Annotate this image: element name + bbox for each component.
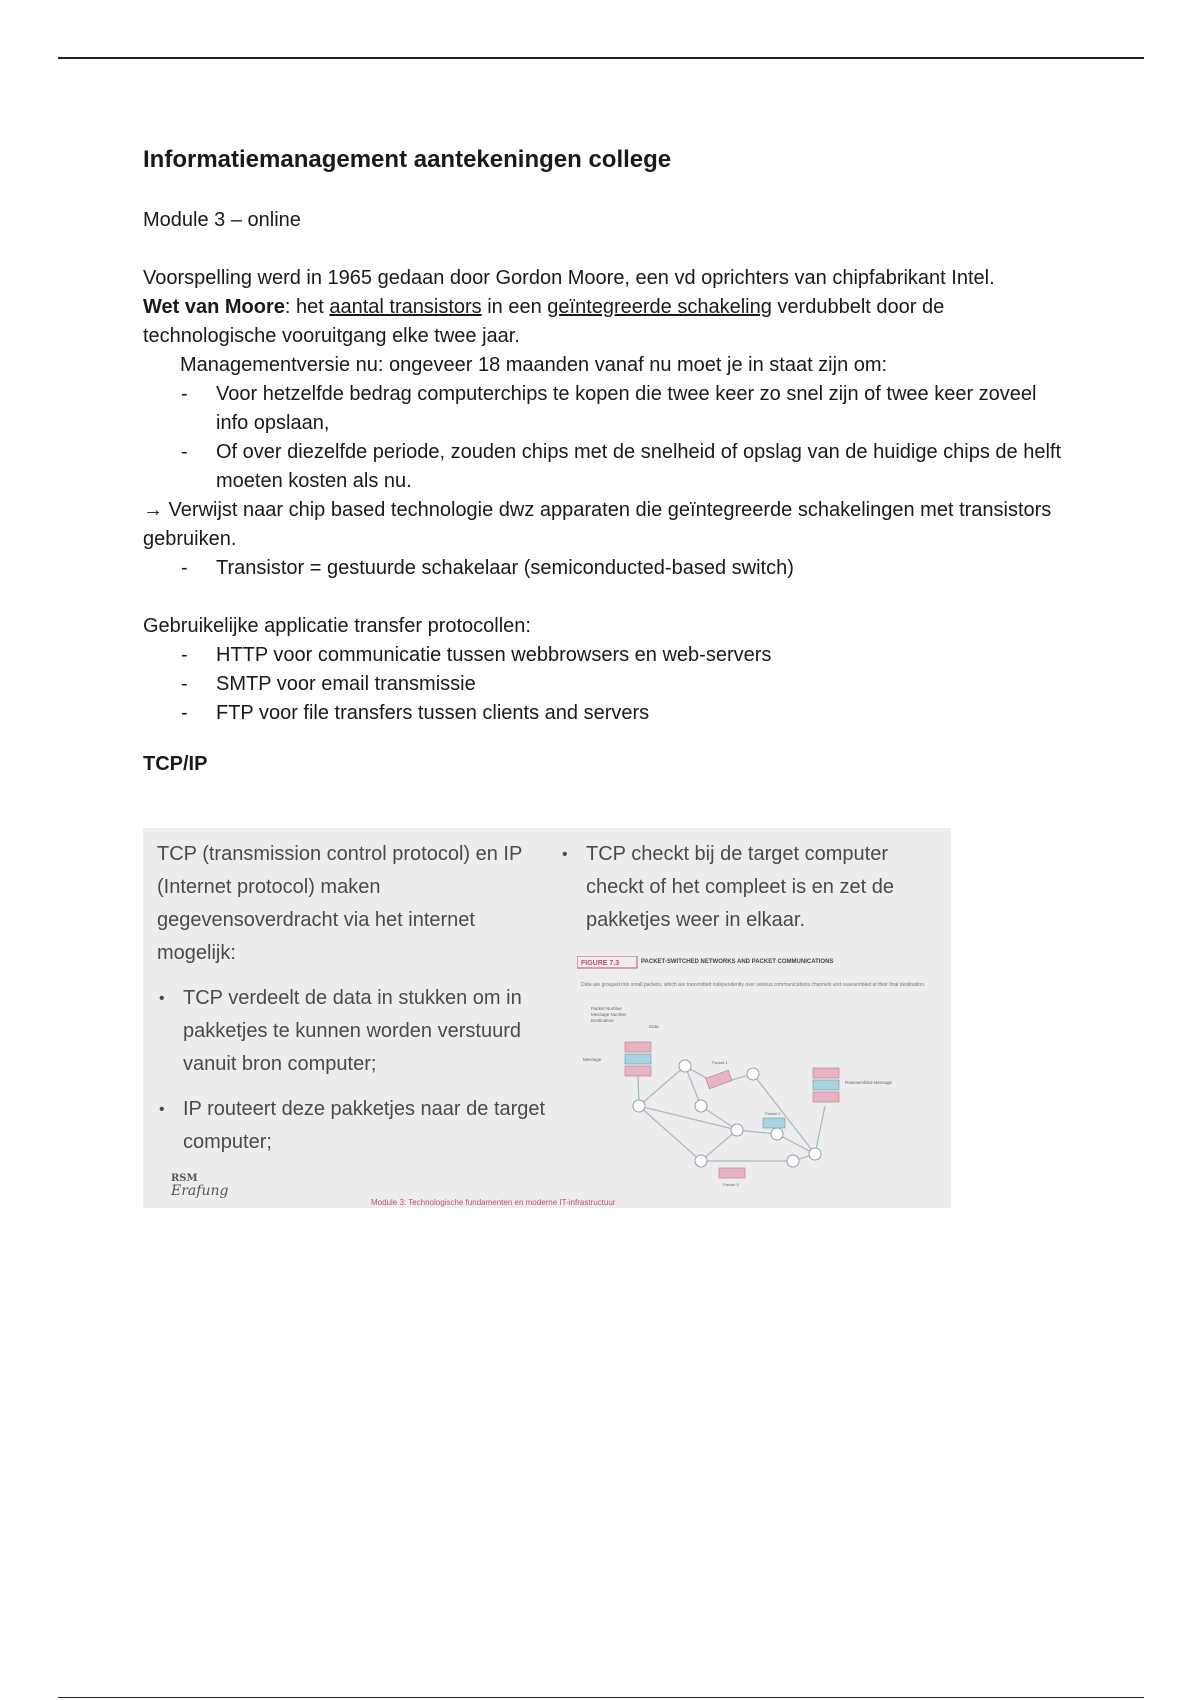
header-label: Message Number — [591, 1012, 627, 1017]
figure-label: FIGURE 7.3 — [581, 960, 620, 967]
reassembled-message-stack — [813, 1068, 839, 1102]
packet-1 — [706, 1060, 732, 1089]
document-body — [143, 140, 1063, 781]
underlined-term: geïntegreerde schakeling — [547, 296, 772, 318]
bottom-rule — [58, 1697, 1144, 1698]
management-list — [143, 380, 1063, 496]
list-item: - Transistor = gestuurde schakelaar (semiconducted-based switch) — [180, 554, 1063, 583]
list-item: - Of over diezelfde periode, zouden chips met de snelheid of opslag van de huidige chips de helft moeten kosten als nu. — [180, 438, 1063, 496]
list-item: - FTP voor file transfers tussen clients and servers — [180, 699, 1063, 728]
source-message-stack — [625, 1042, 651, 1076]
arrow-note: → Verwijst naar chip based technologie dwz apparaten die geïntegreerde schakelingen met transistors gebruiken. — [143, 499, 1052, 550]
slide-intro: TCP (transmission control protocol) en IP (Internet protocol) maken gegevensoverdracht via het internet mogelijk: — [157, 843, 522, 964]
message-label: Message — [583, 1057, 602, 1062]
header-label: Packet Number — [591, 1006, 623, 1011]
packet-switching-figure — [577, 956, 937, 1201]
reassembled-label: Reassembled Message — [845, 1080, 893, 1085]
rsm-logo: RSM Erafung — [171, 1173, 229, 1199]
slide-bullet: • IP routeert deze pakketjes naar de target computer; — [157, 1093, 557, 1159]
packet-2 — [763, 1111, 785, 1128]
header-label: Destination — [591, 1018, 614, 1023]
document-title: Informatiemanagement aantekeningen college — [143, 146, 672, 173]
packet-3 — [719, 1168, 745, 1187]
management-version: Managementversie nu: ongeveer 18 maanden vanaf nu moet je in staat zijn om: — [180, 354, 888, 376]
slide-footer: Module 3: Technologische fundamenten en moderne IT-infrastructuur — [371, 1198, 616, 1207]
moore-prediction: Voorspelling werd in 1965 gedaan door Gordon Moore, een vd oprichters van chipfabrikant Intel. — [143, 267, 995, 289]
slide-bullets — [157, 982, 557, 1159]
underlined-term: aantal transistors — [329, 296, 482, 318]
slide-bullet: • TCP verdeelt de data in stukken om in pakketjes te kunnen worden verstuurd vanuit bron computer; — [157, 982, 557, 1081]
figure-title: PACKET-SWITCHED NETWORKS AND PACKET COMMUNICATIONS — [641, 959, 834, 965]
module-line: Module 3 – online — [143, 209, 301, 231]
tcp-ip-slide-image — [143, 828, 951, 1208]
moore-law: Wet van Moore: het aantal transistors in een geïntegreerde schakeling verdubbelt door de technologische vooruitgang elke twee jaar. — [143, 296, 945, 347]
figure-caption: Data are grouped into small packets, which are transmitted independently over various communications channels and reassembled at their final destination. — [581, 982, 926, 988]
svg-text:Packet 1: Packet 1 — [712, 1060, 728, 1065]
slide-left-column — [157, 838, 557, 1159]
list-item: - HTTP voor communicatie tussen webbrowsers en web-servers — [180, 641, 1063, 670]
slide-right-column — [560, 838, 940, 937]
slide-bullet: • TCP checkt bij de target computer checkt of het compleet is en zet de pakketjes weer in elkaar. — [560, 838, 940, 937]
protocols-intro: Gebruikelijke applicatie transfer protocollen: — [143, 615, 531, 637]
transistor-list — [143, 554, 1063, 583]
top-rule — [58, 57, 1144, 59]
svg-text:Packet 2: Packet 2 — [765, 1111, 781, 1116]
moore-label: Wet van Moore — [143, 296, 285, 318]
data-label: Data — [649, 1024, 659, 1029]
list-item: - Voor hetzelfde bedrag computerchips te kopen die twee keer zo snel zijn of twee keer zoveel info opslaan, — [180, 380, 1063, 438]
svg-text:Packet 3: Packet 3 — [723, 1182, 739, 1187]
protocols-list — [143, 641, 1063, 728]
tcp-heading: TCP/IP — [143, 753, 208, 775]
list-item: - SMTP voor email transmissie — [180, 670, 1063, 699]
